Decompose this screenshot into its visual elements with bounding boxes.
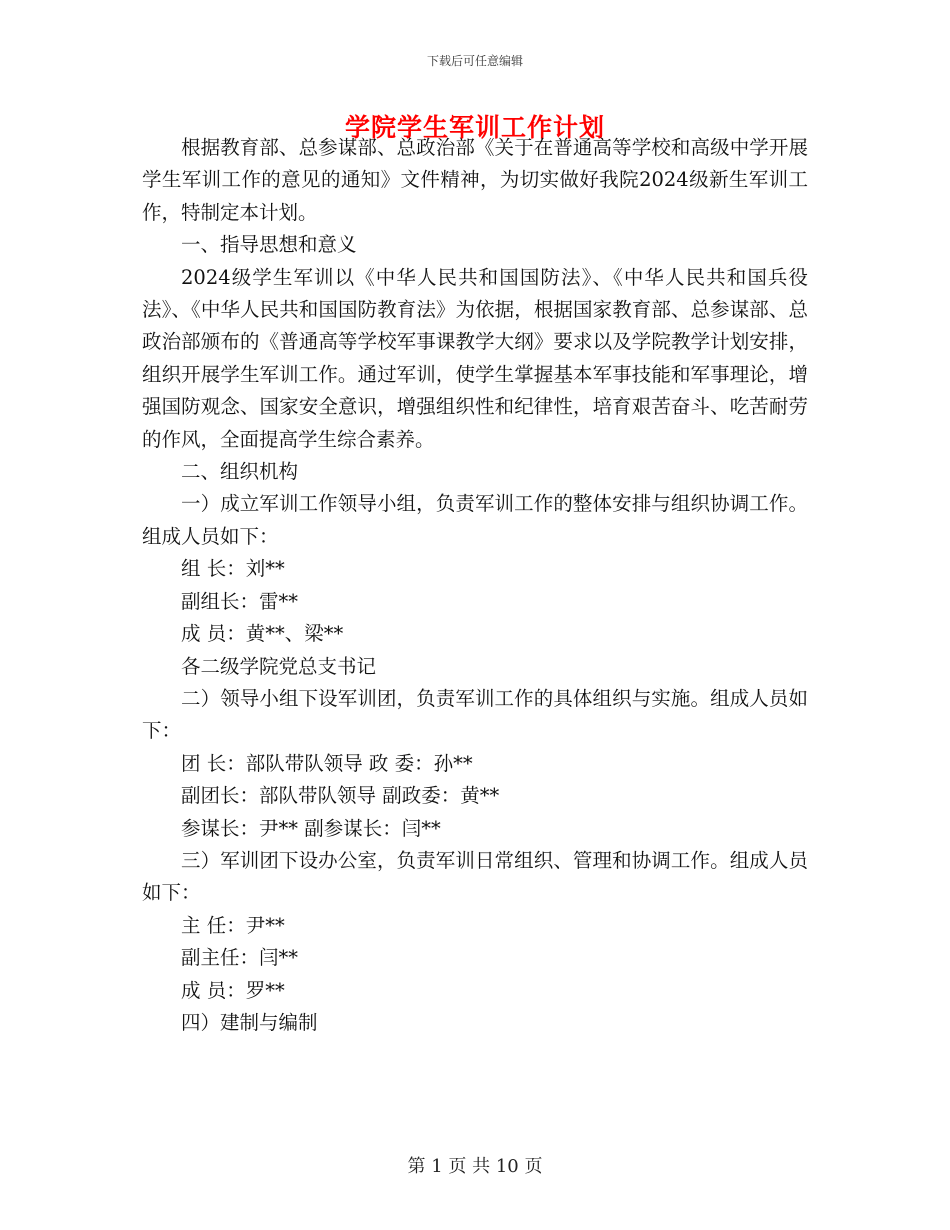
heading-establishment: 四）建制与编制: [181, 1010, 318, 1034]
member-line: 成 员：黄**、梁**: [181, 622, 344, 646]
document-title: 学院学生军训工作计划: [344, 113, 605, 142]
paragraph-office: 三）军训团下设办公室，负责军训日常组织、管理和协调工作。组成人员如下：: [142, 848, 808, 905]
member-line: 各二级学院党总支书记: [181, 654, 377, 678]
member-line: 组 长：刘**: [181, 557, 285, 581]
header-note: 下载后可任意编辑: [426, 54, 523, 68]
paragraph-leadership-group: 一）成立军训工作领导小组，负责军训工作的整体安排与组织协调工作。组成人员如下：: [142, 492, 808, 548]
paragraph-guiding-principle: 2024级学生军训以《中华人民共和国国防法》、《中华人民共和国兵役法》、《中华人民共和国国防教育法》为依据，根据国家教育部、总参谋部、总政治部颁布的《普通高等学校军事课教学大纲》要求以及学院教学计划安排，组织开展学生军训工作。通过军训，使学生掌握基本军事技能和军事理论，增强国防观念、国家安全意识，增强组织性和纪律性，培育艰苦奋斗、吃苦耐劳的作风，全面提高学生综合素养。: [142, 265, 808, 451]
member-line: 副主任：闫**: [181, 946, 299, 970]
member-line: 副组长：雷**: [181, 589, 299, 613]
member-line: 成 员：罗**: [181, 978, 285, 1002]
document-body: [142, 132, 808, 1039]
member-line: 主 任：尹**: [181, 913, 285, 937]
heading-organization: 二、组织机构: [181, 460, 299, 484]
paragraph-training-regiment: 二）领导小组下设军训团，负责军训工作的具体组织与实施。组成人员如下：: [142, 686, 808, 743]
page-footer: 第 1 页 共 10 页: [407, 1156, 543, 1177]
member-line: 副团长：部队带队领导 副政委：黄**: [181, 784, 500, 808]
heading-guiding-principle: 一、指导思想和意义: [181, 233, 357, 257]
member-line: 团 长：部队带队领导 政 委：孙**: [181, 751, 473, 775]
member-line: 参谋长：尹** 副参谋长：闫**: [181, 816, 441, 840]
paragraph-intro: 根据教育部、总参谋部、总政治部《关于在普通高等学校和高级中学开展学生军训工作的意见的通知》文件精神，为切实做好我院2024级新生军训工作，特制定本计划。: [142, 136, 808, 224]
